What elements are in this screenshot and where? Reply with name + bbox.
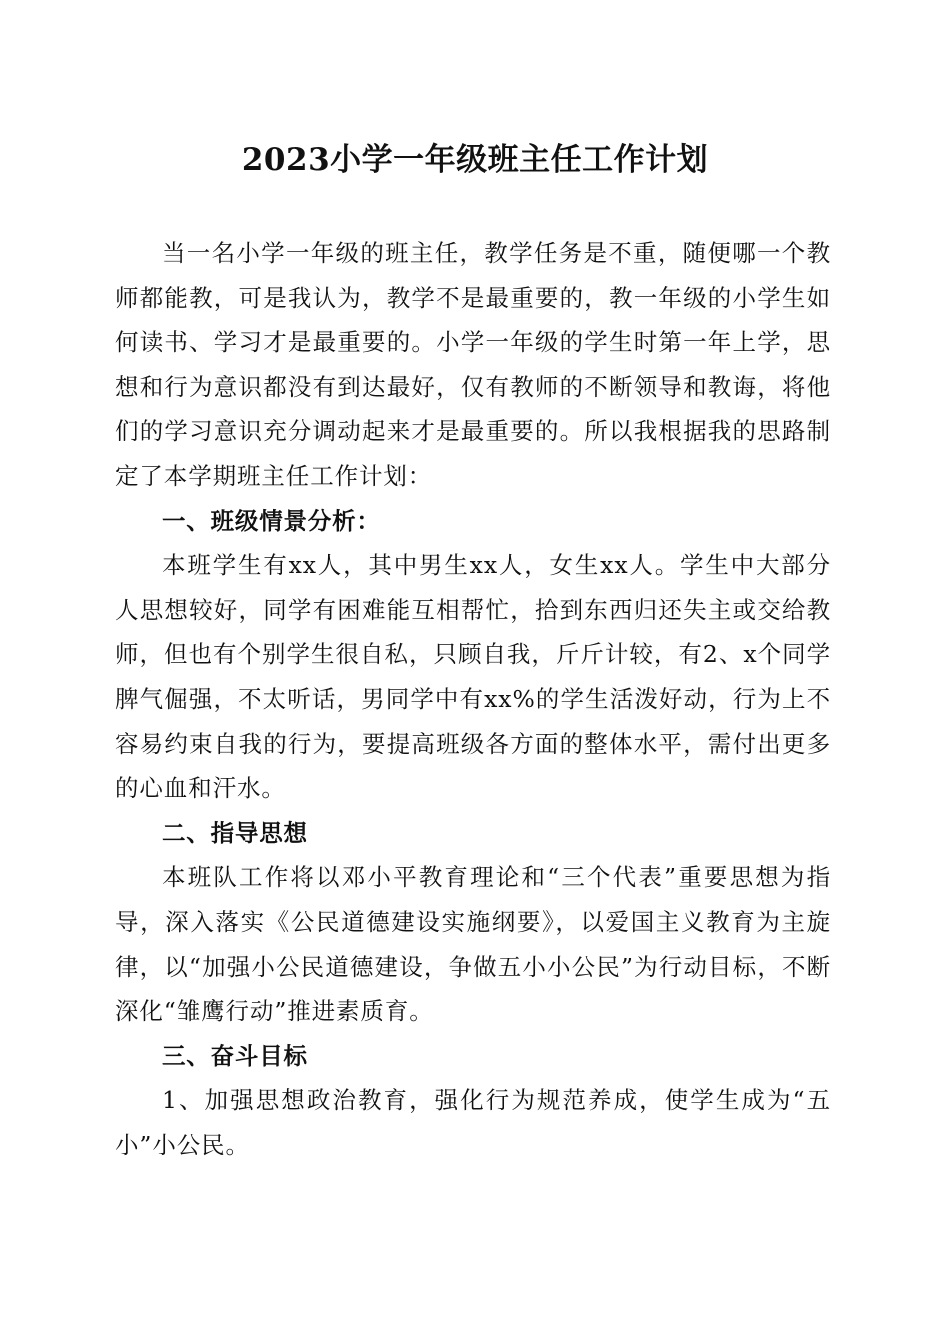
intro-paragraph: 当一名小学一年级的班主任，教学任务是不重，随便哪一个教师都能教，可是我认为，教学不是最重要的，教一年级的小学生如何读书、学习才是最重要的。小学一年级的学生时第一年上学，思想和行为意识都没有到达最好，仅有教师的不断领导和教诲，将他们的学习意识充分调动起来才是最重要的。所以我根据我的思路制定了本学期班主任工作计划： xyxy=(115,239,831,490)
class-analysis-paragraph: 本班学生有xx人，其中男生xx人，女生xx人。学生中大部分人思想较好，同学有困难能互相帮忙，拾到东西归还失主或交给教师，但也有个别学生很自私，只顾自我，斤斤计较，有2、x个同学脾气倔强，不太听话，男同学中有xx%的学生活泼好动，行为上不容易约束自我的行为，要提高班级各方面的整体水平，需付出更多的心血和汗水。 xyxy=(115,551,831,803)
document-title: 2023小学一年级班主任工作计划 xyxy=(241,142,709,178)
section-heading-guiding-thought: 二、指导思想 xyxy=(162,818,308,847)
guiding-thought-paragraph: 本班队工作将以邓小平教育理论和“三个代表”重要思想为指导，深入落实《公民道德建设实施纲要》，以爱国主义教育为主旋律，以“加强小公民道德建设，争做五小小公民”为行动目标，不断深化“雏鹰行动”推进素质育。 xyxy=(115,863,831,1026)
goals-paragraph: 1、加强思想政治教育，强化行为规范养成，使学生成为“五小”小公民。 xyxy=(115,1086,831,1159)
section-heading-class-analysis: 一、班级情景分析： xyxy=(162,506,381,535)
section-heading-goals: 三、奋斗目标 xyxy=(162,1041,308,1070)
document-body xyxy=(115,231,831,1167)
